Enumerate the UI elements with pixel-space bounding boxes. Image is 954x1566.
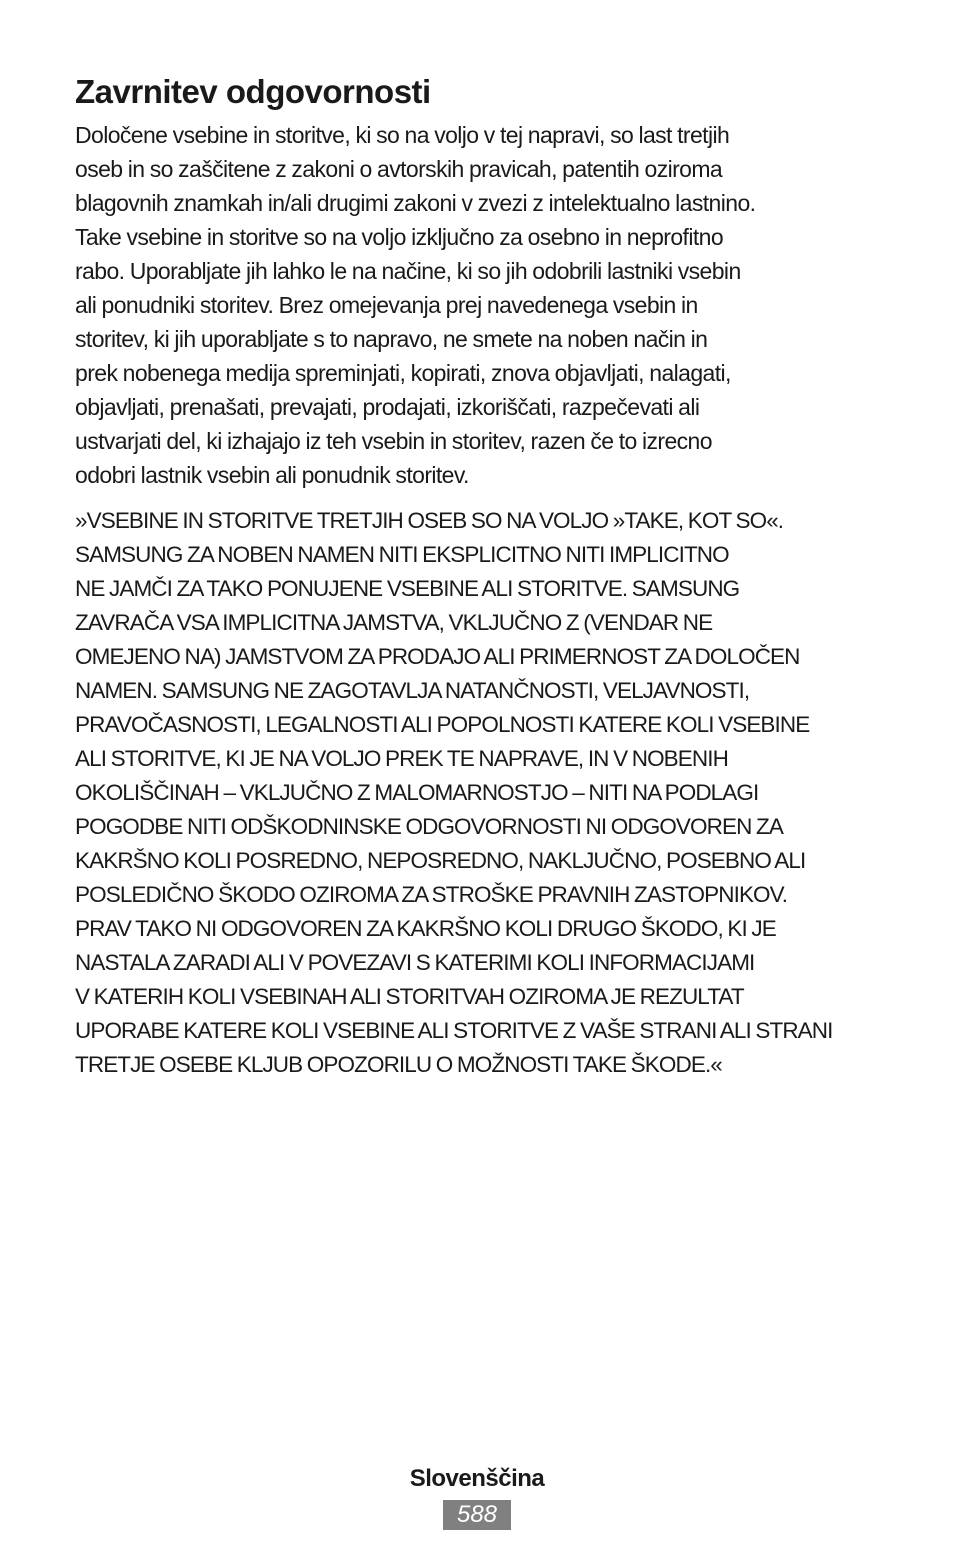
document-body (75, 72, 895, 1082)
paragraph-line: storitev, ki jih uporabljate s to napravo, ne smete na noben način in (75, 326, 708, 352)
caps-line: SAMSUNG ZA NOBEN NAMEN NITI EKSPLICITNO NITI IMPLICITNO (75, 542, 729, 567)
paragraph-line: ali ponudniki storitev. Brez omejevanja prej navedenega vsebin in (75, 292, 698, 318)
paragraph-line: odobri lastnik vsebin ali ponudnik storitev. (75, 462, 469, 488)
caps-line: PRAV TAKO NI ODGOVOREN ZA KAKRŠNO KOLI DRUGO ŠKODO, KI JE (75, 916, 776, 941)
page-footer (0, 1462, 954, 1530)
page-number: 588 (443, 1500, 511, 1530)
paragraph-line: ustvarjati del, ki izhajajo iz teh vsebin in storitev, razen če to izrecno (75, 428, 712, 454)
paragraph-line: Take vsebine in storitve so na voljo izključno za osebno in neprofitno (75, 224, 724, 250)
caps-line: POGODBE NITI ODŠKODNINSKE ODGOVORNOSTI NI ODGOVOREN ZA (75, 814, 783, 839)
paragraph-line: blagovnih znamkah in/ali drugimi zakoni v zvezi z intelektualno lastnino. (75, 190, 756, 216)
caps-line: POSLEDIČNO ŠKODO OZIROMA ZA STROŠKE PRAVNIH ZASTOPNIKOV. (75, 882, 788, 907)
page-title: Zavrnitev odgovornosti (75, 73, 431, 110)
caps-line: KAKRŠNO KOLI POSREDNO, NEPOSREDNO, NAKLJUČNO, POSEBNO ALI (75, 848, 806, 873)
caps-line: ALI STORITVE, KI JE NA VOLJO PREK TE NAPRAVE, IN V NOBENIH (75, 746, 728, 771)
paragraph-line: rabo. Uporabljate jih lahko le na načine, ki so jih odobrili lastniki vsebin (75, 258, 741, 284)
caps-line: NASTALA ZARADI ALI V POVEZAVI S KATERIMI KOLI INFORMACIJAMI (75, 950, 755, 975)
paragraph-line: Določene vsebine in storitve, ki so na voljo v tej napravi, so last tretjih (75, 122, 730, 148)
caps-line: »VSEBINE IN STORITVE TRETJIH OSEB SO NA VOLJO »TAKE, KOT SO«. (75, 508, 784, 533)
caps-line: V KATERIH KOLI VSEBINAH ALI STORITVAH OZIROMA JE REZULTAT (75, 984, 744, 1009)
warranty-disclaimer-paragraph (75, 504, 895, 1082)
paragraph-line: prek nobenega medija spreminjati, kopirati, znova objavljati, nalagati, (75, 360, 731, 386)
caps-line: OMEJENO NA) JAMSTVOM ZA PRODAJO ALI PRIMERNOST ZA DOLOČEN (75, 644, 800, 669)
caps-line: NE JAMČI ZA TAKO PONUJENE VSEBINE ALI STORITVE. SAMSUNG (75, 576, 740, 601)
caps-line: TRETJE OSEBE KLJUB OPOZORILU O MOŽNOSTI TAKE ŠKODE.« (75, 1052, 722, 1077)
caps-line: UPORABE KATERE KOLI VSEBINE ALI STORITVE Z VAŠE STRANI ALI STRANI (75, 1018, 833, 1043)
caps-line: PRAVOČASNOSTI, LEGALNOSTI ALI POPOLNOSTI KATERE KOLI VSEBINE (75, 712, 810, 737)
caps-line: NAMEN. SAMSUNG NE ZAGOTAVLJA NATANČNOSTI, VELJAVNOSTI, (75, 678, 750, 703)
caps-line: OKOLIŠČINAH – VKLJUČNO Z MALOMARNOSTJO – NITI NA PODLAGI (75, 780, 759, 805)
disclaimer-paragraph (75, 118, 895, 492)
footer-language: Slovenščina (409, 1465, 545, 1492)
paragraph-line: objavljati, prenašati, prevajati, prodajati, izkoriščati, razpečevati ali (75, 394, 700, 420)
paragraph-line: oseb in so zaščitene z zakoni o avtorskih pravicah, patentih oziroma (75, 156, 723, 182)
caps-line: ZAVRAČA VSA IMPLICITNA JAMSTVA, VKLJUČNO Z (VENDAR NE (75, 610, 713, 635)
